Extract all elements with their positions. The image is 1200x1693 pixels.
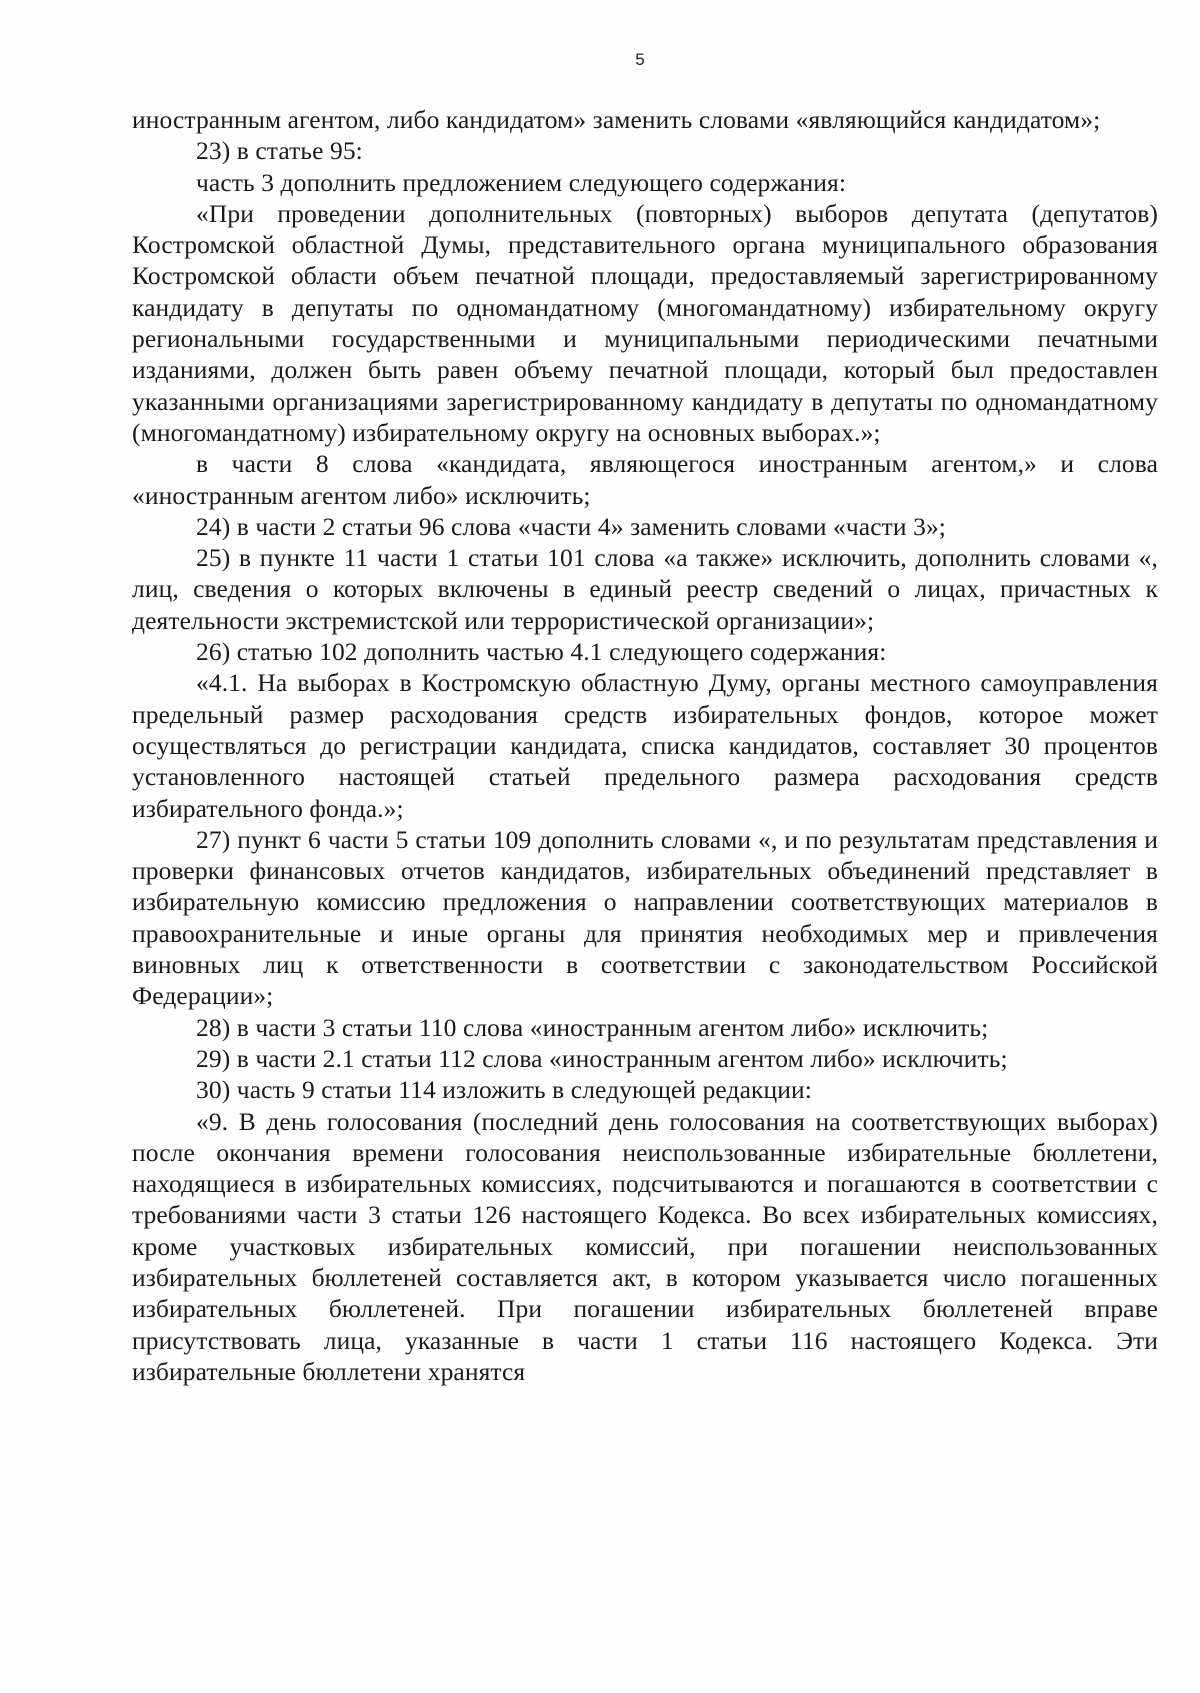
paragraph: «9. В день голосования (последний день голосования на соответствующих выборах) после окончания времени голосования неиспользованные избирательные бюллетени, находящиеся в избирательных комиссиях, подсчитываются и погашаются в соответствии с требованиями части 3 статьи 126 настоящего Кодекса. Во всех избирательных комиссиях, кроме участковых избирательных комиссий, при погашении неиспользованных избирательных бюллетеней составляется акт, в котором указывается число погашенных избирательных бюллетеней. При погашении избирательных бюллетеней вправе присутствовать лица, указанные в части 1 статьи 116 настоящего Кодекса. Эти избирательные бюллетени хранятся [132,1106,1158,1386]
paragraph: 27) пункт 6 части 5 статьи 109 дополнить словами «, и по результатам представления и проверки финансовых отчетов кандидатов, избирательных объединений представляет в избирательную комиссию предложения о направлении соответствующих материалов в правоохранительные и иные органы для принятия необходимых мер и привлечения виновных лиц к ответственности в соответствии с законодательством Российской Федерации»; [132,824,1158,1011]
document-body [132,104,1158,1387]
paragraph: 26) статью 102 дополнить частью 4.1 следующего содержания: [196,637,887,667]
paragraph: 24) в части 2 статьи 96 слова «части 4» заменить словами «части 3»; [196,511,946,541]
paragraph: 25) в пункте 11 части 1 статьи 101 слова «а также» исключить, дополнить словами «, лиц, сведения о которых включены в единый реестр сведений о лицах, причастных к деятельности экстремистской или террористической организации»; [132,543,1158,635]
paragraph: 30) часть 9 статьи 114 изложить в следующей редакции: [196,1075,812,1105]
paragraph: иностранным агентом, либо кандидатом» заменить словами «являющийся кандидатом»; [132,105,1101,134]
paragraph: в части 8 слова «кандидата, являющегося иностранным агентом,» и слова «иностранным агентом либо» исключить; [132,449,1158,510]
paragraph: часть 3 дополнить предложением следующего содержания: [196,167,847,197]
paragraph: «При проведении дополнительных (повторных) выборов депутата (депутатов) Костромской областной Думы, представительного органа муниципального образования Костромской области объем печатной площади, предоставляемый зарегистрированному кандидату в депутаты по одномандатному (многомандатному) избирательному округу региональными государственными и муниципальными периодическими печатными изданиями, должен быть равен объему печатной площади, который был предоставлен указанными организациями зарегистрированному кандидату в депутаты по одномандатному (многомандатному) избирательному округу на основных выборах.»; [132,198,1158,447]
paragraph: 23) в статье 95: [196,136,363,166]
page-number: 5 [635,50,645,69]
paragraph: «4.1. На выборах в Костромскую областную Думу, органы местного самоуправления предельный размер расходования средств избирательных фондов, которое может осуществляться до регистрации кандидата, списка кандидатов, составляет 30 процентов установленного настоящей статьей предельного размера расходования средств избирательного фонда.»; [132,668,1158,823]
paragraph: 29) в части 2.1 статьи 112 слова «иностранным агентом либо» исключить; [196,1043,1008,1073]
paragraph: 28) в части 3 статьи 110 слова «иностранным агентом либо» исключить; [196,1012,989,1042]
